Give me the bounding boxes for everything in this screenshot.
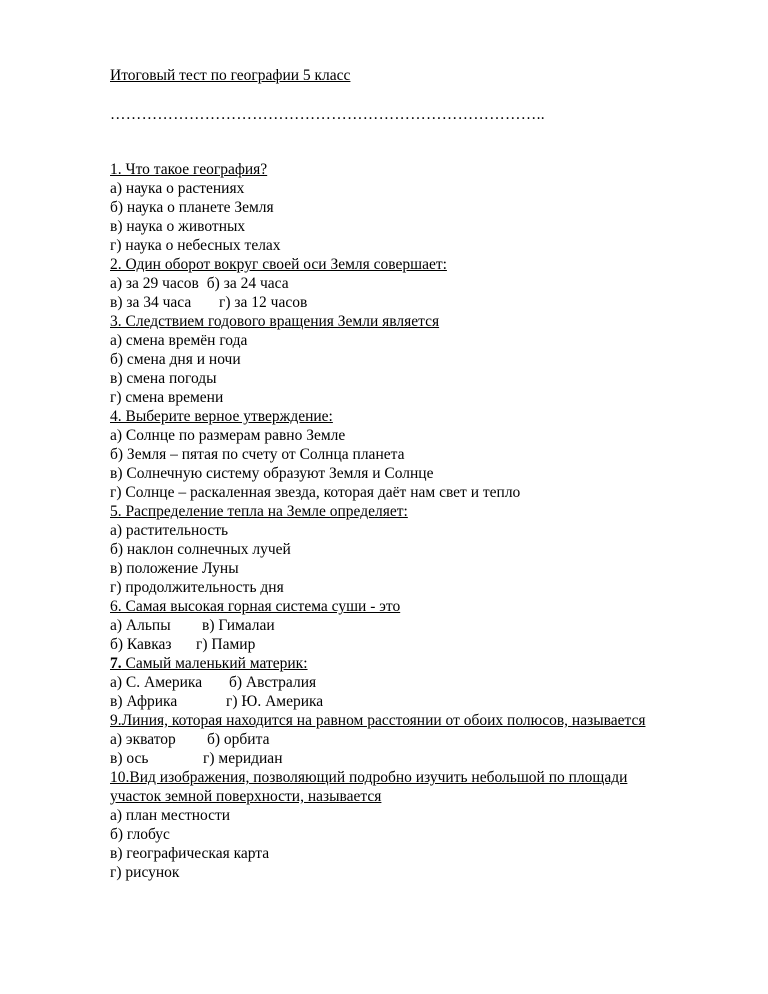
question-text-body: Самый маленький материк: xyxy=(121,655,308,672)
question-text: 5. Распределение тепла на Земле определяет: xyxy=(110,503,408,520)
answer-option: а) за 29 часов xyxy=(110,275,199,292)
answer-option: г) за 12 часов xyxy=(219,294,308,311)
answer-option: в) ось xyxy=(110,750,149,767)
document-title: Итоговый тест по географии 5 класс xyxy=(110,67,351,84)
question-text: 3. Следствием годового вращения Земли является xyxy=(110,313,440,330)
question-text: 9.Линия, которая находится на равном расстоянии от обоих полюсов, называется xyxy=(110,712,646,729)
answer-option: а) Альпы xyxy=(110,617,171,634)
question-number: 7. xyxy=(110,655,122,672)
answer-option: в) географическая карта xyxy=(110,845,270,862)
answer-option: б) глобус xyxy=(110,826,170,843)
answer-row xyxy=(110,635,730,654)
answer-option: г) наука о небесных телах xyxy=(110,237,281,254)
answer-option: а) Солнце по размерам равно Земле xyxy=(110,427,346,444)
answer-option: а) план местности xyxy=(110,807,231,824)
answer-option: в) наука о животных xyxy=(110,218,246,235)
question-block xyxy=(110,597,730,654)
answer-option: а) смена времён года xyxy=(110,332,248,349)
answer-option: г) рисунок xyxy=(110,864,180,881)
answer-option: г) Ю. Америка xyxy=(226,693,324,710)
answer-option: г) Памир xyxy=(196,636,256,653)
question-block xyxy=(110,711,730,768)
answer-option: г) меридиан xyxy=(203,750,283,767)
answer-option: б) Земля – пятая по счету от Солнца планета xyxy=(110,446,405,463)
question-block xyxy=(110,312,730,407)
answer-row xyxy=(110,749,730,768)
question-block xyxy=(110,654,730,711)
question-text: 6. Самая высокая горная система суши - это xyxy=(110,598,401,615)
answer-option: б) наука о планете Земля xyxy=(110,199,274,216)
answer-option: а) С. Америка xyxy=(110,674,203,691)
answer-option: б) Австралия xyxy=(229,674,317,691)
answer-option: б) смена дня и ночи xyxy=(110,351,241,368)
question-block xyxy=(110,407,730,502)
answer-option: б) наклон солнечных лучей xyxy=(110,541,291,558)
answer-row xyxy=(110,692,730,711)
answer-option: в) Африка xyxy=(110,693,178,710)
question-block xyxy=(110,160,730,255)
question-text: 1. Что такое география? xyxy=(110,161,268,178)
answer-option: в) положение Луны xyxy=(110,560,239,577)
question-text: 10.Вид изображения, позволяющий подробно изучить небольшой по площади участок земной поверхности, называется xyxy=(110,769,628,805)
question-list xyxy=(110,160,730,882)
question-block xyxy=(110,768,730,882)
answer-option: г) продолжительность дня xyxy=(110,579,284,596)
answer-row xyxy=(110,274,730,293)
answer-option: б) за 24 часа xyxy=(206,275,289,292)
answer-option: г) смена времени xyxy=(110,389,224,406)
answer-row xyxy=(110,616,730,635)
question-text: 4. Выберите верное утверждение: xyxy=(110,408,333,425)
answer-row xyxy=(110,730,730,749)
answer-option: б) Кавказ xyxy=(110,636,172,653)
answer-option: а) наука о растениях xyxy=(110,180,245,197)
answer-option: в) Солнечную систему образуют Земля и Солнце xyxy=(110,465,434,482)
answer-option: а) растительность xyxy=(110,522,229,539)
name-line-dots: ……………………………………………………………………….. xyxy=(110,106,545,123)
answer-row xyxy=(110,673,730,692)
question-block xyxy=(110,255,730,312)
answer-option: б) орбита xyxy=(207,731,270,748)
answer-option: в) за 34 часа xyxy=(110,294,192,311)
answer-option: г) Солнце – раскаленная звезда, которая даёт нам свет и тепло xyxy=(110,484,521,501)
answer-option: в) смена погоды xyxy=(110,370,217,387)
answer-option: в) Гималаи xyxy=(202,617,275,634)
document-page xyxy=(110,66,730,882)
question-block xyxy=(110,502,730,597)
answer-option: а) экватор xyxy=(110,731,176,748)
answer-row xyxy=(110,293,730,312)
question-text: 2. Один оборот вокруг своей оси Земля совершает: xyxy=(110,256,447,273)
question-text xyxy=(110,654,730,673)
